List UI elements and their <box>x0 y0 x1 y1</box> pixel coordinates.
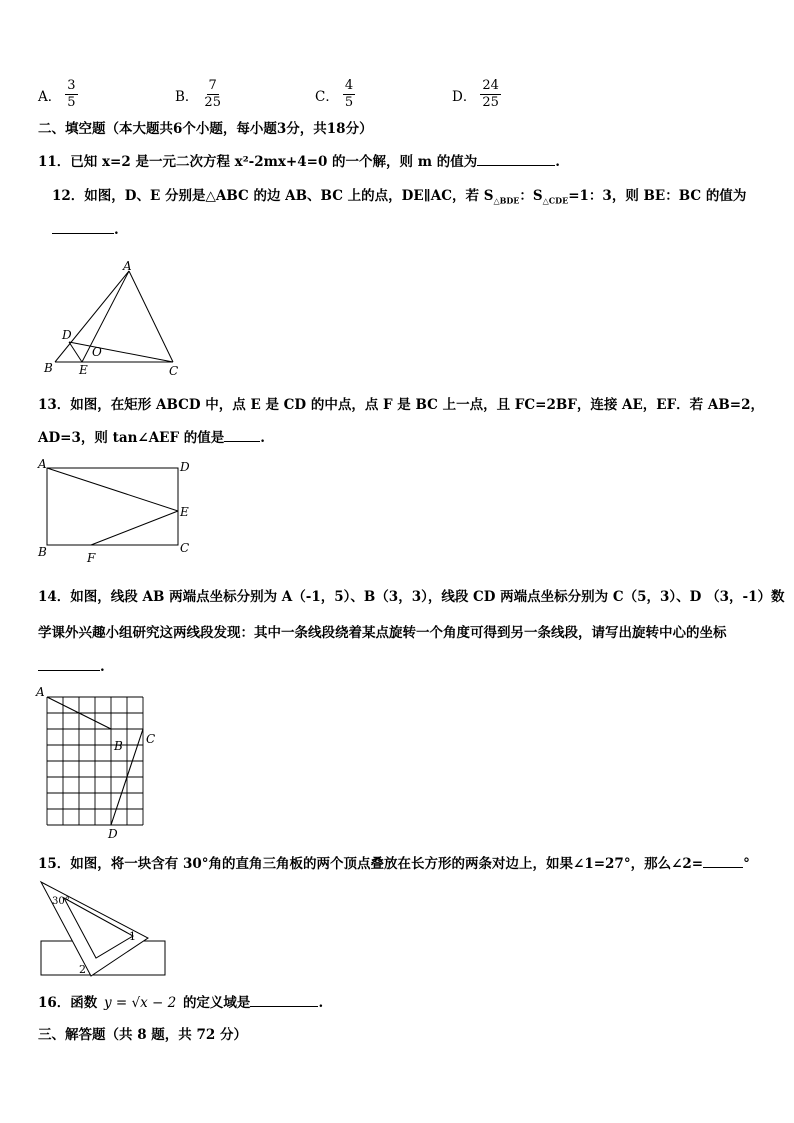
option-d-fraction: $\frac{24}{25}$ <box>482 78 499 110</box>
q15-label-30: 30° <box>52 896 70 907</box>
q14-answer-blank[interactable] <box>38 656 100 671</box>
option-b-fraction: $\frac{7}{25}$ <box>204 78 221 110</box>
question-12-answer: . <box>52 219 119 239</box>
question-16: 16．函数 y = √x − 2 的定义域是 . <box>38 992 323 1012</box>
option-c: C． $\frac{4}{5}$ <box>315 78 354 110</box>
q13-label-f: F <box>87 551 96 565</box>
q14-grid-figure <box>34 684 164 840</box>
q12-label-d: D <box>62 328 72 342</box>
q12-answer-blank[interactable] <box>52 219 114 234</box>
q12-label-a: A <box>123 259 132 273</box>
q13-label-d: D <box>180 460 190 474</box>
q13-rectangle-figure <box>36 456 196 566</box>
question-15: 15．如图，将一块含有 30°角的直角三角板的两个顶点叠放在长方形的两条对边上，如果∠1=27°，那么∠2= ° <box>38 853 750 873</box>
q13-label-b: B <box>38 545 47 559</box>
q12-label-b: B <box>44 361 53 375</box>
q13-label-a: A <box>38 457 47 471</box>
q12-label-c: C <box>169 364 179 378</box>
section-3-heading: 三、解答题（共 8 题，共 72 分） <box>38 1027 247 1043</box>
section-2-heading: 二、填空题（本大题共6个小题，每小题3分，共18分） <box>38 121 373 137</box>
q14-label-c: C <box>146 732 156 746</box>
question-11: 11．已知 x=2 是一元二次方程 x²-2mx+4=0 的一个解，则 m 的值为 . <box>38 151 560 171</box>
question-14-line-1: 14．如图，线段 AB 两端点坐标分别为 A（-1，5）、B（3，3），线段 CD 两端点坐标分别为 C（5，3）、D （3，-1）数 <box>38 589 785 605</box>
q14-label-b: B <box>114 739 123 753</box>
q15-label-angle-1: 1 <box>129 930 136 943</box>
q12-triangle-figure <box>40 258 190 378</box>
option-a: A． $\frac{3}{5}$ <box>38 78 76 110</box>
question-14-line-2: 学课外兴趣小组研究这两线段发现：其中一条线段绕着某点旋转一个角度可得到另一条线段，请写出旋转中心的坐标 <box>38 625 727 641</box>
question-13-line-1: 13．如图，在矩形 ABCD 中，点 E 是 CD 的中点，点 F 是 BC 上一点，且 FC=2BF，连接 AE，EF．若 AB=2， <box>38 397 764 413</box>
q15-triangle-ruler-figure <box>36 876 170 980</box>
option-a-fraction: $\frac{3}{5}$ <box>67 78 76 110</box>
q16-answer-blank[interactable] <box>250 992 318 1007</box>
q15-answer-blank[interactable] <box>703 853 743 868</box>
option-c-fraction: $\frac{4}{5}$ <box>344 78 354 110</box>
option-d: D． $\frac{24}{25}$ <box>452 78 499 110</box>
q12-label-e: E <box>79 363 88 377</box>
question-14-answer: . <box>38 656 105 676</box>
option-b: B． $\frac{7}{25}$ <box>175 78 221 110</box>
question-13-line-2: AD=3，则 tan∠AEF 的值是 . <box>38 427 265 447</box>
question-12: 12．如图，D、E 分别是△ABC 的边 AB、BC 上的点，DE∥AC，若 $S_{\triangle BDE}$：$S_{\triangle CDE}=1$：3，则 BE：BC 的值为 <box>52 188 747 206</box>
q15-label-angle-2: 2 <box>79 963 86 976</box>
q14-label-d: D <box>108 827 118 840</box>
q12-label-o: O <box>92 345 102 359</box>
q13-label-c: C <box>180 541 190 555</box>
q11-answer-blank[interactable] <box>477 151 555 166</box>
q13-answer-blank[interactable] <box>224 427 260 442</box>
q14-label-a: A <box>36 685 45 699</box>
q16-formula: y = √x − 2 <box>104 995 177 1011</box>
q13-label-e: E <box>180 505 189 519</box>
